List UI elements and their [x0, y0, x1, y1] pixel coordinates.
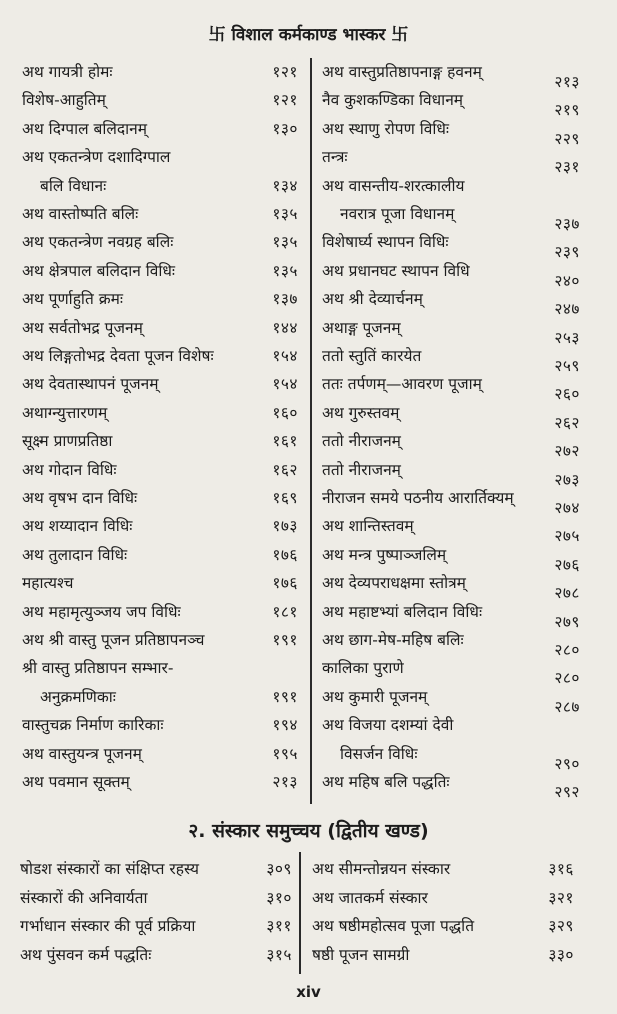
toc-entry [20, 912, 292, 941]
toc-entry-title: वास्तुचक्र निर्माण कारिकाः [22, 716, 164, 735]
toc-entry-title: नैव कुशकण्डिका विधानम् [322, 91, 464, 110]
toc-entry-page: २६२ [554, 413, 580, 432]
toc-entry-title: विशेषार्घ्य स्थापन विधिः [322, 233, 449, 252]
page-number: xiv [296, 983, 321, 1001]
toc-entry-page: २९२ [554, 783, 580, 801]
toc-entry-page: १९१ [272, 631, 298, 649]
toc-entry [22, 626, 298, 654]
toc-entry [20, 855, 292, 884]
column-divider [299, 852, 301, 974]
toc-entry-page: १३५ [272, 233, 298, 252]
column-divider [310, 58, 312, 804]
toc-entry [322, 200, 580, 233]
toc-entry-page: १४४ [272, 318, 298, 337]
toc-entry-page: १६१ [272, 432, 298, 451]
toc-entry-page: २८० [554, 669, 580, 688]
toc-entry-title: अथ स्थाणु रोपण विधिः [322, 119, 450, 138]
toc-entry-title: षष्ठी पूजन सामग्री [312, 945, 410, 964]
toc-entry-page: २७५ [554, 527, 580, 546]
toc-entry-page: १७६ [272, 545, 298, 564]
toc-entry [322, 484, 580, 517]
toc-entry-title: अथ देव्यपराधक्षमा स्तोत्रम् [322, 574, 466, 593]
toc-entry-page: २६० [554, 385, 580, 404]
toc-entry-title: अथ वास्तुप्रतिष्ठापनाङ्ग हवनम् [322, 63, 482, 81]
toc-entry-title: अथ शान्तिस्तवम् [322, 517, 414, 536]
toc-entry-title: ततो स्तुतिं कारयेत [322, 347, 422, 365]
toc-entry [322, 342, 580, 375]
toc-entry-title: कालिका पुराणे [322, 659, 404, 678]
toc-entry-title: ततः तर्पणम्—आवरण पूजाम् [322, 375, 482, 394]
toc-entry [22, 598, 298, 626]
toc-entry-title: विशेष-आहुतिम् [22, 91, 106, 110]
toc-entry [22, 740, 298, 768]
toc-entry [322, 399, 580, 432]
toc-entry-page: २९० [554, 754, 580, 773]
toc-entry-title: अथ प्रधानघट स्थापन विधि [322, 261, 470, 280]
toc-entry [22, 569, 298, 597]
toc-entry-title: अथ एकतन्त्रेण नवग्रह बलिः [22, 233, 174, 252]
toc-entry [22, 172, 298, 200]
toc-entry [22, 683, 298, 711]
toc-entry-page: १७३ [272, 517, 298, 536]
toc-entry-title: अथ लिङ्गतोभद्र देवता पूजन विशेषः [22, 347, 214, 365]
toc-entry [322, 512, 580, 546]
toc-entry-page: २१३ [272, 773, 298, 791]
toc-entry [322, 115, 580, 148]
toc-entry-title: अथ वृषभ दान विधिः [22, 489, 138, 507]
toc-entry [322, 58, 580, 91]
toc-entry-title: अथ देवतास्थापनं पूजनम् [22, 375, 159, 394]
toc-entry [22, 86, 298, 114]
toc-entry [22, 484, 298, 512]
toc-entry-page: २१९ [554, 101, 580, 120]
toc-entry-title: अथ गायत्री होमः [22, 63, 113, 81]
toc-entry [322, 456, 580, 489]
toc-entry-page: २७६ [554, 555, 580, 574]
toc-entry-page: २७२ [554, 442, 580, 461]
toc-entry-page: १८१ [272, 602, 298, 621]
toc-entry-page: १५४ [272, 375, 298, 394]
toc-entry-page: २७४ [554, 499, 580, 517]
toc-entry-title: अथ सर्वतोभद्र पूजनम् [22, 318, 143, 337]
toc-entry-page: १६९ [272, 489, 298, 507]
toc-entry [312, 912, 574, 941]
toc-entry-page: २३७ [554, 215, 580, 233]
toc-entry [20, 884, 292, 913]
toc-entry-title: अथ वासन्तीय-शरत्कालीय [322, 176, 465, 195]
toc-entry [322, 683, 580, 716]
toc-entry-title: नीराजन समये पठनीय आरार्तिक्यम् [322, 489, 514, 507]
toc-entry [22, 285, 298, 313]
toc-entry-title: अथ कुमारी पूजनम् [322, 687, 428, 706]
toc-entry-title: तन्त्रः [322, 148, 348, 167]
toc-entry-page: २५९ [554, 357, 580, 375]
toc-entry [22, 143, 298, 171]
toc-entry-page: २७९ [554, 612, 580, 631]
toc-entry-title: नवरात्र पूजा विधानम् [340, 205, 455, 223]
toc-entry [312, 941, 574, 970]
toc-entry-page: ३२१ [548, 888, 574, 907]
toc-entry-title: अथ गुरुस्तवम् [322, 403, 400, 422]
toc-entry-page: २७३ [554, 470, 580, 489]
toc-entry-title: अथ पवमान सूक्तम् [22, 773, 130, 791]
toc-entry-page: १३४ [272, 176, 298, 195]
swastika-icon: 卐 [208, 25, 226, 45]
toc-entry-page: २३९ [554, 243, 580, 262]
toc-entry-title: श्री वास्तु प्रतिष्ठापन सम्भार- [22, 659, 174, 678]
toc-entry-title: अथ षष्ठीमहोत्सव पूजा पद्धति [312, 917, 475, 935]
toc-entry-title: संस्कारों की अनिवार्यता [20, 888, 148, 907]
toc-entry [322, 427, 580, 461]
toc-entry-title: अथ पुंसवन कर्म पद्धतिः [20, 945, 152, 964]
toc-entry [322, 569, 580, 603]
toc-entry-page: १९५ [272, 744, 298, 763]
toc-entry-title: अथ पूर्णाहुति क्रमः [22, 290, 124, 309]
toc-entry [22, 314, 298, 342]
toc-entry [322, 598, 580, 631]
toc-entry-page: १२१ [272, 63, 298, 81]
toc-entry-page: ३३० [548, 945, 574, 964]
toc-entry-page: ३१० [266, 888, 292, 907]
toc-entry [22, 427, 298, 455]
toc-entry-page: ३११ [266, 917, 292, 935]
toc-entry [322, 768, 580, 801]
toc-entry-page: १३० [272, 119, 298, 138]
toc-entry-title: अथ जातकर्म संस्कार [312, 888, 428, 907]
toc-entry-page: २२९ [554, 129, 580, 148]
toc-entry [22, 200, 298, 228]
toc-entry [322, 370, 580, 404]
toc-entry [22, 342, 298, 370]
toc-entry [22, 370, 298, 398]
toc-entry-page: १६० [272, 403, 298, 422]
toc-entry [322, 740, 580, 773]
toc-entry [22, 257, 298, 285]
toc-entry-title: विसर्जन विधिः [340, 744, 418, 763]
toc-entry [22, 58, 298, 86]
toc-entry-title: अथ सीमन्तोन्नयन संस्कार [312, 860, 451, 878]
toc-entry-page: २५३ [554, 328, 580, 347]
toc-entry [322, 314, 580, 347]
toc-entry [22, 541, 298, 569]
toc-entry-title: अथ गोदान विधिः [22, 460, 117, 479]
toc-entry [322, 86, 580, 120]
toc-entry [312, 884, 574, 913]
toc-entry-title: अथ क्षेत्रपाल बलिदान विधिः [22, 261, 176, 280]
toc-entry [322, 172, 580, 200]
toc-entry-page: १९१ [272, 687, 298, 706]
toc-entry-title: अथ महिष बलि पद्धतिः [322, 773, 450, 791]
swastika-icon: 卐 [391, 25, 409, 45]
toc-entry-page: २७८ [554, 584, 580, 603]
toc-entry-page: २१३ [554, 73, 580, 91]
toc-entry-page: १३७ [272, 290, 298, 309]
toc-entry-page: २८७ [554, 697, 580, 716]
toc-entry-title: अथ छाग-मेष-महिष बलिः [322, 631, 464, 649]
toc-entry-title: अथ श्री वास्तु पूजन प्रतिष्ठापनञ्च [22, 631, 205, 649]
toc-entry [322, 257, 580, 290]
toc-entry [22, 456, 298, 484]
toc-entry-title: अथाङ्ग पूजनम् [322, 318, 401, 337]
toc-entry-page: २८० [554, 641, 580, 659]
toc-entry-page: १२१ [272, 91, 298, 110]
toc-entry [312, 855, 574, 884]
toc-entry-title: अथ महाष्टभ्यां बलिदान विधिः [322, 602, 483, 621]
toc-entry-title: बलि विधानः [40, 176, 107, 195]
toc-entry-title: अथ वास्तुयन्त्र पूजनम् [22, 744, 142, 763]
toc-entry-title: अथ विजया दशम्यां देवी [322, 716, 454, 735]
toc-entry [20, 941, 292, 970]
toc-entry-page: ३०९ [266, 860, 292, 878]
toc-entry-title: अथ एकतन्त्रेण दशादिग्पाल [22, 148, 171, 167]
toc-entry [22, 228, 298, 256]
toc-entry [322, 541, 580, 574]
toc-entry-page: १९४ [272, 716, 298, 735]
toc-entry-title: अथ दिग्पाल बलिदानम् [22, 119, 148, 138]
toc-entry [322, 285, 580, 319]
toc-entry-page: ३१६ [548, 860, 574, 878]
toc-entry-page: १३५ [272, 205, 298, 223]
toc-entry-page: ३१५ [266, 945, 292, 964]
toc-entry-title: अथ महामृत्युञ्जय जप विधिः [22, 602, 181, 621]
toc-entry-page: १३५ [272, 261, 298, 280]
toc-entry-title: अथाग्न्युत्तारणम् [22, 403, 108, 422]
toc-entry [22, 654, 298, 682]
toc-entry [322, 654, 580, 688]
page-header [0, 20, 617, 45]
toc-entry [22, 768, 298, 796]
toc-entry [322, 711, 580, 739]
toc-entry-title: ततो नीराजनम् [322, 432, 401, 451]
toc-entry [322, 626, 580, 659]
toc-entry-title: अनुक्रमणिकाः [40, 687, 116, 706]
toc-entry [22, 512, 298, 540]
toc-entry-title: अथ श्री देव्यार्चनम् [322, 290, 423, 309]
toc-entry [22, 711, 298, 739]
toc-entry [322, 143, 580, 177]
toc-entry-page: २४० [554, 271, 580, 290]
toc-entry [22, 115, 298, 143]
toc-entry-title: गर्भाधान संस्कार की पूर्व प्रक्रिया [20, 917, 196, 935]
toc-entry-title: अथ वास्तोष्पति बलिः [22, 205, 139, 223]
section-heading: २. संस्कार समुच्चय (द्वितीय खण्ड) [188, 820, 429, 842]
toc-entry-title: अथ शय्यादान विधिः [22, 517, 133, 536]
toc-entry-title: अथ मन्त्र पुष्पाञ्जलिम् [322, 545, 447, 564]
toc-entry-page: १६२ [272, 460, 298, 479]
toc-entry-page: १७६ [272, 574, 298, 593]
book-title: विशाल कर्मकाण्ड भास्कर [231, 25, 386, 45]
toc-entry-page: २३१ [554, 158, 580, 177]
toc-entry-title: ततो नीराजनम् [322, 460, 401, 479]
toc-entry-title: सूक्ष्म प्राणप्रतिष्ठा [22, 432, 113, 451]
toc-entry-title: अथ तुलादान विधिः [22, 545, 128, 564]
toc-entry-title: महात्यश्च [22, 574, 74, 593]
toc-entry-title: षोडश संस्कारों का संक्षिप्त रहस्य [20, 860, 200, 878]
toc-entry [22, 399, 298, 427]
toc-entry [322, 228, 580, 262]
toc-entry-page: ३२९ [548, 917, 574, 935]
toc-entry-page: २४७ [554, 300, 580, 319]
toc-entry-page: १५४ [272, 347, 298, 365]
